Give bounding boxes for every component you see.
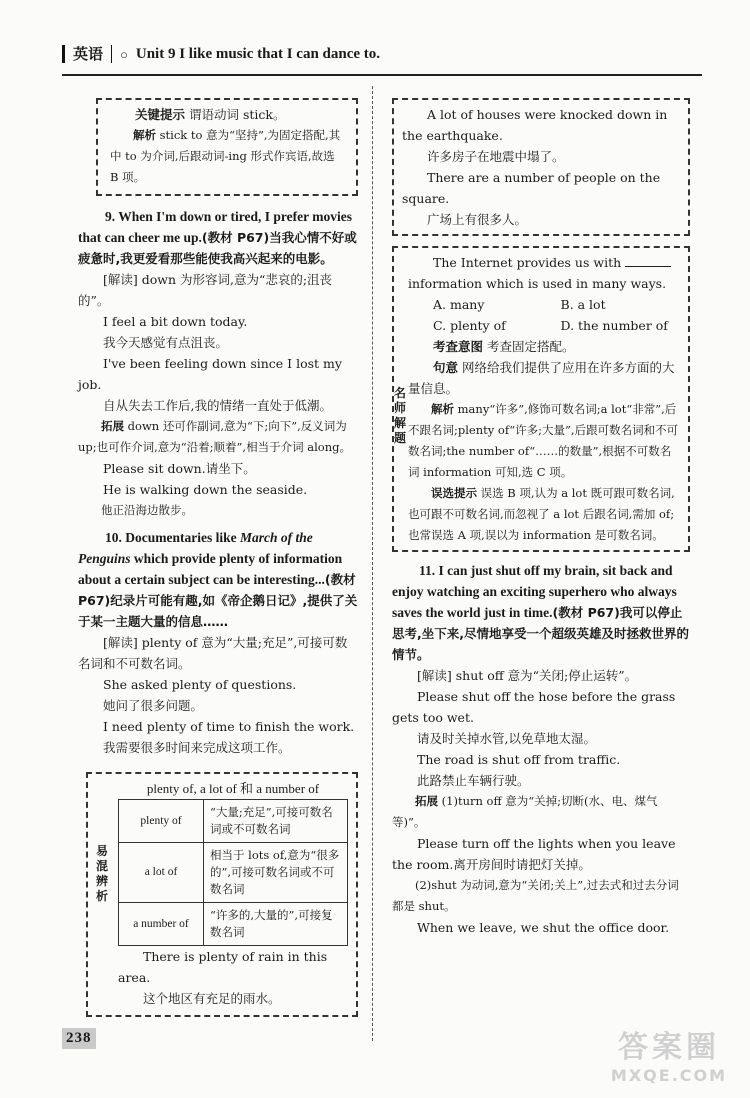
- example-line-4: 广场上有很多人。: [427, 212, 528, 227]
- comparison-table: [118, 799, 348, 946]
- table-row: [119, 903, 348, 946]
- q11-extension-1-text: (1)turn off 意为“关掉;切断(水、电、煤气等)”。: [392, 794, 658, 829]
- q10-chinese: (教材 P67)纪录片可能有趣,如《帝企鹅日记》,提供了关于某一主题大量的信息……: [78, 572, 358, 629]
- watermark-logo: [594, 1030, 744, 1094]
- extension-label: 拓展: [101, 419, 124, 433]
- q11-ex2-en: The road is shut off from traffic.: [417, 752, 621, 767]
- q9-explain: [解读] down 为形容词,意为“悲哀的;沮丧的”。: [78, 272, 333, 308]
- q11-explain: [解读] shut off 意为“关闭;停止运转”。: [417, 668, 638, 683]
- q9-chinese: (教材 P67)当我心情不好或疲惫时,我更爱看那些能使我高兴起来的电影。: [78, 230, 357, 266]
- analysis-label: 解析: [133, 128, 156, 142]
- q11-ex-last: When we leave, we shut the office door.: [417, 920, 670, 935]
- answer-blank: [625, 253, 671, 267]
- q9-ex3-cn: 请坐下。: [205, 461, 256, 476]
- mc-analysis-label: 解析: [431, 402, 454, 416]
- q9-ex4-en: He is walking down the seaside.: [103, 482, 308, 497]
- comparison-box: [86, 772, 358, 1017]
- q9-ex3: [78, 458, 358, 479]
- q10-english-pre: 10. Documentaries like: [105, 530, 240, 545]
- key-hint-label: 关键提示: [135, 107, 186, 122]
- example-box: [392, 98, 690, 236]
- header-rule: [62, 74, 702, 76]
- mc-analysis: [408, 399, 680, 483]
- column-divider: [372, 86, 373, 1041]
- q11-extension-2: (2)shut 为动词,意为“关闭;关上”,过去式和过去分词都是 shut。: [392, 878, 679, 913]
- q10-ex1-en: She asked plenty of questions.: [103, 677, 297, 692]
- q9-extension: [78, 416, 358, 458]
- q9-ex1-en: I feel a bit down today.: [103, 314, 248, 329]
- mc-analysis-text: many“许多”,修饰可数名词;a lot“非常”,后不跟名词;plenty of“许多;大量”,后跟可数名词和不可数名词;the number of“……的数量”,根据不可数名词 information 可知,选 C 项。: [408, 402, 679, 479]
- q11-ex2-cn: 此路禁止车辆行驶。: [417, 773, 530, 788]
- q10-explain: [解读] plenty of 意为“大量;充足”,可接可数名词和不可数名词。: [78, 635, 348, 671]
- desc-cell: 相当于 lots of,意为“很多的”,可接可数名词或不可数名词: [204, 843, 348, 903]
- watermark-line-2: MXQE.COM: [610, 1066, 728, 1085]
- comparison-title: plenty of, a lot of 和 a number of: [146, 781, 320, 796]
- q9-prompt: [78, 206, 358, 269]
- comparison-tag: 易混辨析: [95, 844, 108, 903]
- table-row: [119, 843, 348, 903]
- q10-film-title: March of the Penguins: [78, 530, 313, 566]
- hint-line-analysis: [110, 125, 346, 188]
- right-column: [392, 98, 690, 938]
- error-hint-text: 误选 B 项,认为 a lot 既可跟可数名词,也可跟不可数名词,而忽视了 a lot 后跟名词,需加 of;也常误选 A 项,误以为 information 是可数名词。: [408, 486, 675, 542]
- q9-english: 9. When I'm down or tired, I prefer movies that can cheer me up.: [78, 209, 353, 245]
- desc-cell: “大量;充足”,可接可数名词或不可数名词: [204, 800, 348, 843]
- q11-english: 11. I can just shut off my brain, sit back and enjoy watching an exciting superhero who always saves the world just in time.: [392, 563, 677, 620]
- analysis-text: stick to 意为“坚持”,为固定搭配,其中 to 为介词,后跟动词-ing 形式作宾语,故选 B 项。: [110, 128, 341, 184]
- q10-ex2-en: I need plenty of time to finish the work.: [103, 719, 355, 734]
- q11-extension-1: [392, 791, 690, 833]
- q11-extension-1-example: [392, 833, 690, 875]
- q10-ex2-cn: 我需要很多时间来完成这项工作。: [103, 740, 291, 755]
- meaning-label: 句意: [433, 360, 459, 375]
- comparison-ex-cn: 这个地区有充足的雨水。: [143, 991, 281, 1006]
- q10-english-post: which provide plenty of information about a certain subject can be interesting...: [78, 551, 343, 587]
- key-hint-text: 谓语动词 stick。: [189, 107, 286, 122]
- mc-stem-post: information which is used in many ways.: [408, 276, 667, 291]
- error-hint-label: 误选提示: [431, 486, 477, 500]
- q9-ex4-cn: 他正沿海边散步。: [101, 503, 193, 517]
- mc-stem-pre: The Internet provides us with: [433, 255, 622, 270]
- term-cell: a lot of: [119, 843, 204, 903]
- subject-label: 英语: [73, 44, 104, 63]
- intent-text: 考查固定搭配。: [487, 339, 575, 354]
- mc-intent: [408, 336, 680, 357]
- intent-label: 考查意图: [433, 339, 484, 354]
- teacher-tag: 名师解题: [393, 386, 406, 445]
- q9-ex2-en: I've been feeling down since I lost my job.: [78, 356, 342, 392]
- mc-stem: [408, 252, 680, 294]
- term-cell: plenty of: [119, 800, 204, 843]
- unit-title: Unit 9 I like music that I can dance to.: [135, 45, 381, 62]
- hint-line-key: [110, 104, 346, 125]
- q11-ex1-en: Please shut off the hose before the grass gets too wet.: [392, 689, 676, 725]
- circle-icon: ○: [120, 46, 128, 62]
- q11-ext1-ex-en: Please turn off the lights when you leave the room.: [392, 836, 676, 872]
- q10-prompt: [78, 527, 358, 632]
- header-bar-divider: [111, 45, 112, 63]
- comparison-ex-en: There is plenty of rain in this area.: [118, 949, 328, 985]
- header-bar: [62, 45, 65, 63]
- q11-extension-label: 拓展: [415, 794, 438, 808]
- mc-error-hint: [408, 483, 680, 546]
- mc-meaning: [408, 357, 680, 399]
- multiple-choice-box: [392, 246, 690, 552]
- hint-box: [96, 98, 358, 196]
- q9-ex3-en: Please sit down.: [103, 461, 206, 476]
- q10-ex1-cn: 她问了很多问题。: [103, 698, 204, 713]
- mc-options: [433, 294, 680, 336]
- q11-ex1-cn: 请及时关掉水管,以免草地太湿。: [417, 731, 596, 746]
- option-a: A. many: [433, 297, 485, 312]
- question-9: [78, 206, 358, 521]
- extension-text: down 还可作副词,意为“下;向下”,反义词为 up;也可作介词,意为“沿着;顺着”,相当于介词 along。: [78, 419, 351, 454]
- page-header: [62, 38, 702, 70]
- question-11: [392, 560, 690, 938]
- question-10: [78, 527, 358, 758]
- meaning-text: 网络给我们提供了应用在许多方面的大量信息。: [408, 360, 675, 396]
- left-column: [78, 98, 358, 1017]
- example-line-3: There are a number of people on the square.: [402, 170, 661, 206]
- term-cell: a number of: [119, 903, 204, 946]
- example-line-1: A lot of houses were knocked down in the earthquake.: [402, 107, 668, 143]
- q11-ext1-ex-cn: 离开房间时请把灯关掉。: [453, 857, 591, 872]
- table-row: [119, 800, 348, 843]
- desc-cell: “许多的,大量的”,可接复数名词: [204, 903, 348, 946]
- q11-chinese: (教材 P67)我可以停止思考,坐下来,尽情地享受一个超级英雄及时拯救世界的情节。: [392, 605, 689, 662]
- option-b: B. a lot: [560, 297, 606, 312]
- q9-ex1-cn: 我今天感觉有点沮丧。: [103, 335, 229, 350]
- example-line-2: 许多房子在地震中塌了。: [427, 149, 565, 164]
- option-c: C. plenty of: [433, 318, 506, 333]
- watermark-line-1: 答案圈: [618, 1030, 720, 1065]
- page-number: 238: [62, 1028, 96, 1049]
- q11-prompt: [392, 560, 690, 665]
- option-d: D. the number of: [560, 318, 668, 333]
- q9-ex2-cn: 自从失去工作后,我的情绪一直处于低潮。: [103, 398, 332, 413]
